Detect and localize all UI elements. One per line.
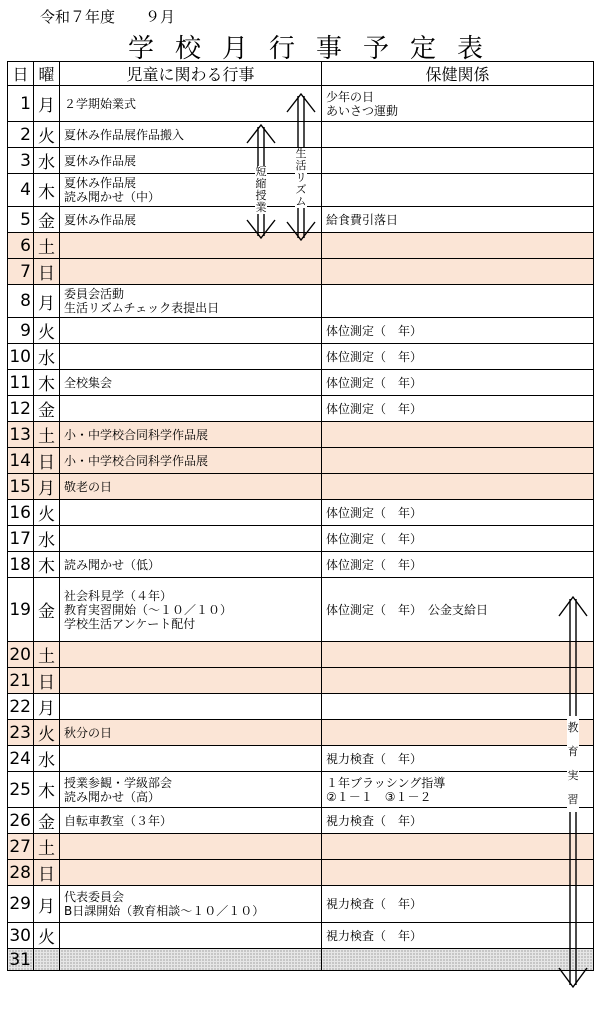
weekday-cell: 水	[34, 344, 60, 370]
table-row	[8, 720, 594, 746]
health-cell	[322, 174, 594, 207]
health-cell	[322, 233, 594, 259]
day-cell: 30	[8, 923, 34, 949]
fiscal-year-heading	[40, 6, 175, 27]
weekday-cell: 土	[34, 642, 60, 668]
table-row	[8, 834, 594, 860]
health-cell	[322, 694, 594, 720]
health-cell	[322, 668, 594, 694]
weekday-cell: 金	[34, 207, 60, 233]
day-cell: 6	[8, 233, 34, 259]
health-cell: 体位測定（ 年）	[322, 318, 594, 344]
day-cell: 2	[8, 122, 34, 148]
header-weekday: 曜	[34, 62, 60, 86]
month-label: ９月	[145, 8, 176, 26]
events-cell	[60, 396, 322, 422]
table-row	[8, 746, 594, 772]
health-cell: 給食費引落日	[322, 207, 594, 233]
health-cell	[322, 474, 594, 500]
weekday-cell: 日	[34, 668, 60, 694]
day-cell: 16	[8, 500, 34, 526]
weekday-cell: 金	[34, 396, 60, 422]
weekday-cell: 土	[34, 834, 60, 860]
events-cell	[60, 746, 322, 772]
day-cell: 29	[8, 886, 34, 923]
health-cell	[322, 834, 594, 860]
table-row	[8, 642, 594, 668]
table-row	[8, 552, 594, 578]
day-cell: 26	[8, 808, 34, 834]
events-cell	[60, 344, 322, 370]
table-row	[8, 949, 594, 971]
weekday-cell: 木	[34, 174, 60, 207]
table-row	[8, 772, 594, 808]
weekday-cell: 月	[34, 86, 60, 122]
day-cell: 3	[8, 148, 34, 174]
events-cell	[60, 642, 322, 668]
short-classes-label: 短縮授業	[255, 165, 267, 214]
header-day: 日	[8, 62, 34, 86]
weekday-cell: 火	[34, 923, 60, 949]
health-cell	[322, 949, 594, 971]
weekday-cell: 水	[34, 526, 60, 552]
health-cell	[322, 122, 594, 148]
day-cell: 22	[8, 694, 34, 720]
table-row	[8, 370, 594, 396]
weekday-cell: 火	[34, 500, 60, 526]
health-cell: 視力検査（ 年）	[322, 886, 594, 923]
day-cell: 13	[8, 422, 34, 448]
table-row	[8, 318, 594, 344]
table-row	[8, 860, 594, 886]
health-cell	[322, 720, 594, 746]
weekday-cell: 火	[34, 720, 60, 746]
weekday-cell: 金	[34, 808, 60, 834]
table-header-row	[8, 62, 594, 86]
health-cell: 体位測定（ 年）	[322, 500, 594, 526]
weekday-cell: 木	[34, 552, 60, 578]
health-cell	[322, 285, 594, 318]
weekday-cell: 木	[34, 370, 60, 396]
events-cell: 代表委員会 B日課開始（教育相談～１０／１０）	[60, 886, 322, 923]
weekday-cell: 月	[34, 694, 60, 720]
health-cell	[322, 259, 594, 285]
health-cell	[322, 860, 594, 886]
weekday-cell: 木	[34, 772, 60, 808]
table-row	[8, 207, 594, 233]
events-cell: 社会科見学（４年） 教育実習開始（～１０／１０） 学校生活アンケート配付	[60, 578, 322, 642]
day-cell: 5	[8, 207, 34, 233]
day-cell: 17	[8, 526, 34, 552]
table-row	[8, 526, 594, 552]
events-cell: 小・中学校合同科学作品展	[60, 448, 322, 474]
events-cell	[60, 949, 322, 971]
table-row	[8, 233, 594, 259]
weekday-cell: 金	[34, 578, 60, 642]
weekday-cell: 日	[34, 448, 60, 474]
events-cell	[60, 500, 322, 526]
events-cell: 秋分の日	[60, 720, 322, 746]
day-cell: 11	[8, 370, 34, 396]
weekday-cell: 日	[34, 860, 60, 886]
table-row	[8, 422, 594, 448]
day-cell: 19	[8, 578, 34, 642]
events-cell: 敬老の日	[60, 474, 322, 500]
weekday-cell: 水	[34, 746, 60, 772]
day-cell: 4	[8, 174, 34, 207]
weekday-cell: 月	[34, 474, 60, 500]
weekday-cell	[34, 949, 60, 971]
health-cell: 視力検査（ 年）	[322, 746, 594, 772]
day-cell: 20	[8, 642, 34, 668]
day-cell: 18	[8, 552, 34, 578]
health-cell: 体位測定（ 年）	[322, 344, 594, 370]
weekday-cell: 月	[34, 886, 60, 923]
teaching-practice-label: 教育実習	[567, 716, 579, 812]
health-cell: 体位測定（ 年）	[322, 396, 594, 422]
health-cell: 体位測定（ 年）	[322, 370, 594, 396]
day-cell: 28	[8, 860, 34, 886]
day-cell: 27	[8, 834, 34, 860]
health-cell: 体位測定（ 年） 公金支給日	[322, 578, 594, 642]
events-cell: 夏休み作品展	[60, 148, 322, 174]
events-cell	[60, 694, 322, 720]
table-row	[8, 668, 594, 694]
events-cell	[60, 923, 322, 949]
events-cell: 自転車教室（３年）	[60, 808, 322, 834]
day-cell: 7	[8, 259, 34, 285]
day-cell: 31	[8, 949, 34, 971]
table-row	[8, 448, 594, 474]
day-cell: 14	[8, 448, 34, 474]
day-cell: 9	[8, 318, 34, 344]
day-cell: 24	[8, 746, 34, 772]
health-cell	[322, 422, 594, 448]
weekday-cell: 土	[34, 233, 60, 259]
table-row	[8, 500, 594, 526]
header-student-events: 児童に関わる行事	[60, 62, 322, 86]
weekday-cell: 月	[34, 285, 60, 318]
day-cell: 23	[8, 720, 34, 746]
page-title: 学校月行事予定表	[128, 34, 505, 64]
day-cell: 25	[8, 772, 34, 808]
events-cell	[60, 668, 322, 694]
day-cell: 1	[8, 86, 34, 122]
events-cell: 夏休み作品展 読み聞かせ（中）	[60, 174, 322, 207]
table-row	[8, 285, 594, 318]
day-cell: 12	[8, 396, 34, 422]
events-cell	[60, 233, 322, 259]
events-cell: 授業参観・学級部会 読み聞かせ（高）	[60, 772, 322, 808]
table-row	[8, 808, 594, 834]
table-row	[8, 396, 594, 422]
day-cell: 21	[8, 668, 34, 694]
events-cell	[60, 834, 322, 860]
weekday-cell: 火	[34, 122, 60, 148]
events-cell: 小・中学校合同科学作品展	[60, 422, 322, 448]
events-cell: 全校集会	[60, 370, 322, 396]
health-cell: 視力検査（ 年）	[322, 808, 594, 834]
table-row	[8, 86, 594, 122]
table-row	[8, 344, 594, 370]
health-cell: 視力検査（ 年）	[322, 923, 594, 949]
events-cell: 夏休み作品展作品搬入	[60, 122, 322, 148]
weekday-cell: 日	[34, 259, 60, 285]
day-cell: 15	[8, 474, 34, 500]
events-cell	[60, 259, 322, 285]
table-row	[8, 259, 594, 285]
fiscal-year: 令和７年度	[40, 8, 116, 26]
day-cell: 10	[8, 344, 34, 370]
health-cell: 体位測定（ 年）	[322, 526, 594, 552]
day-cell: 8	[8, 285, 34, 318]
health-cell: １年ブラッシング指導 ②１－１ ③１－２	[322, 772, 594, 808]
events-cell: 委員会活動 生活リズムチェック表提出日	[60, 285, 322, 318]
header-health: 保健関係	[322, 62, 594, 86]
events-cell: 夏休み作品展	[60, 207, 322, 233]
table-row	[8, 578, 594, 642]
table-row	[8, 474, 594, 500]
events-cell: 読み聞かせ（低）	[60, 552, 322, 578]
weekday-cell: 水	[34, 148, 60, 174]
events-cell	[60, 526, 322, 552]
table-row	[8, 122, 594, 148]
life-rhythm-label: 生活リズム	[295, 147, 307, 208]
health-cell	[322, 148, 594, 174]
health-cell	[322, 642, 594, 668]
events-cell	[60, 860, 322, 886]
table-row	[8, 694, 594, 720]
weekday-cell: 火	[34, 318, 60, 344]
events-cell	[60, 318, 322, 344]
health-cell	[322, 448, 594, 474]
weekday-cell: 土	[34, 422, 60, 448]
health-cell: 少年の日 あいさつ運動	[322, 86, 594, 122]
table-row	[8, 886, 594, 923]
health-cell: 体位測定（ 年）	[322, 552, 594, 578]
table-row	[8, 923, 594, 949]
events-cell: ２学期始業式	[60, 86, 322, 122]
